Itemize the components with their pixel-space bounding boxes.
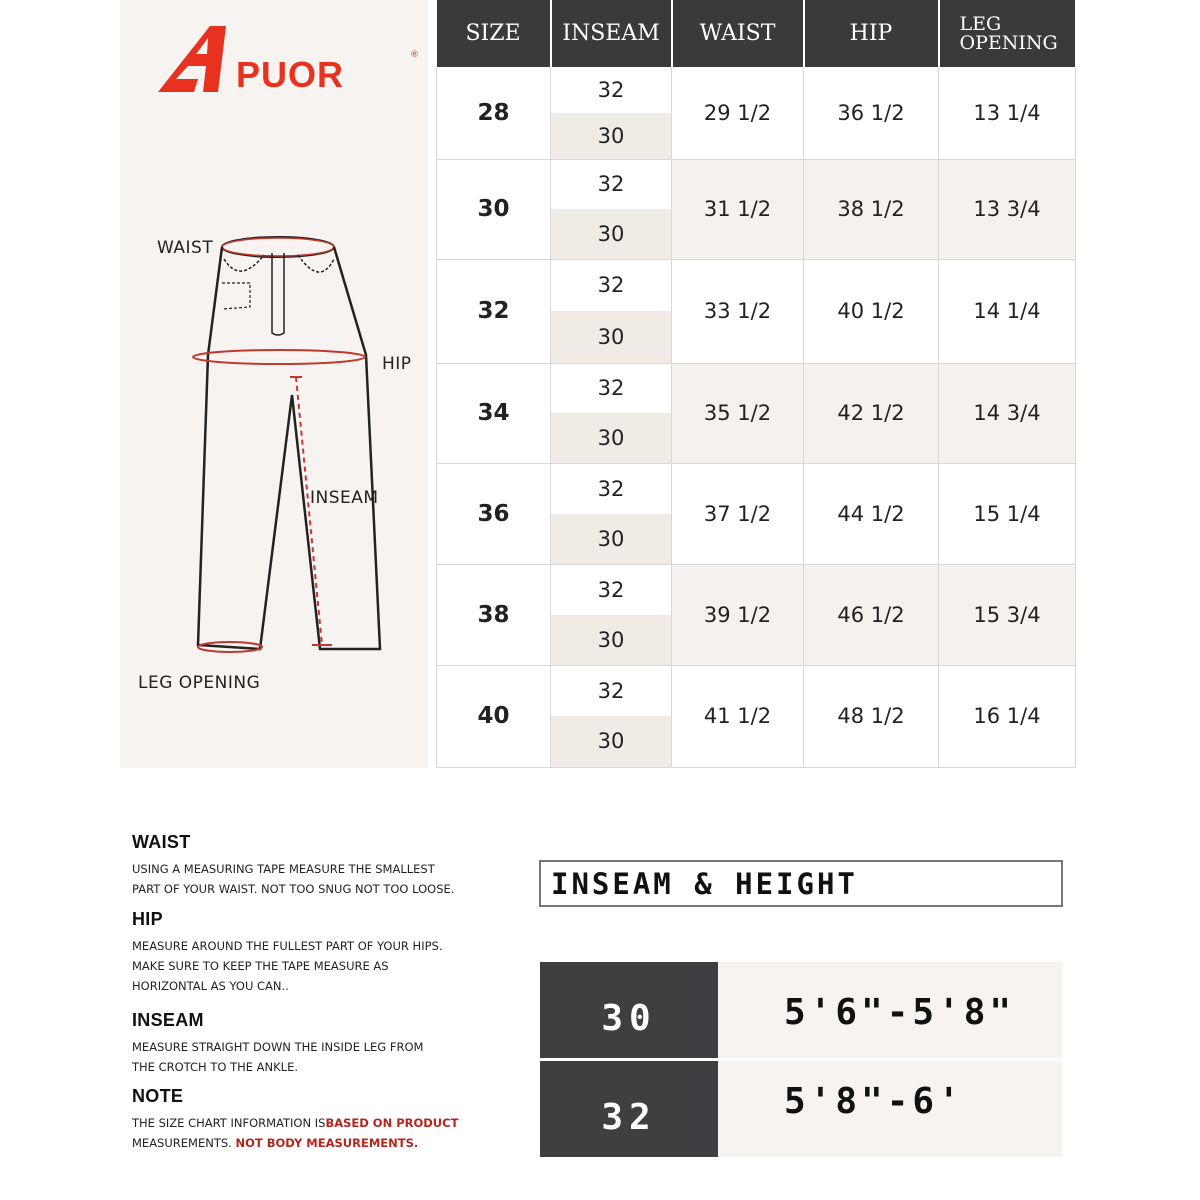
brand-logo [158,24,419,96]
inseam-cell [551,159,672,259]
leg-opening-cell: 15 3/4 [939,564,1076,665]
waist-title: WAIST [132,832,191,852]
waist-cell: 31 1/2 [672,159,804,259]
height-range: 5'8"-6' [718,1061,1062,1157]
table-row [437,564,1076,665]
table-row [437,259,1076,363]
size-cell: 28 [437,67,551,159]
waist-cell: 35 1/2 [672,363,804,463]
inseam-label: INSEAM [310,488,379,508]
waist-cell: 29 1/2 [672,67,804,159]
inseam-height-row [540,1061,1062,1157]
inseam-32: 32 [597,172,625,197]
table-row [437,665,1076,767]
header-waist: WAIST [672,0,804,67]
inseam-30: 30 [551,311,671,363]
waist-label: WAIST [157,238,214,258]
hip-line-1: MEASURE AROUND THE FULLEST PART OF YOUR HIPS. [132,939,443,953]
inseam-30: 30 [551,413,671,463]
inseam-value: 30 [540,962,718,1058]
leg-opening-label: LEG OPENING [138,673,261,693]
inseam-30: 30 [551,209,671,259]
note-instructions [132,1086,492,1153]
header-leg-word: LEG [959,12,1002,35]
leg-opening-cell: 14 3/4 [939,363,1076,463]
inseam-32: 32 [597,577,625,602]
inseam-32: 32 [597,678,625,703]
leg-opening-cell: 15 1/4 [939,463,1076,564]
inseam-cell [551,67,672,159]
leg-opening-cell: 16 1/4 [939,665,1076,767]
waist-line-2: PART OF YOUR WAIST. NOT TOO SNUG NOT TOO LOOSE. [132,882,455,896]
note-line-1 [132,1113,492,1133]
table-row [437,363,1076,463]
pants-diagram-icon [180,225,420,665]
note-mid: MEASUREMENTS. [132,1136,236,1150]
size-cell: 36 [437,463,551,564]
inseam-value: 32 [540,1061,718,1157]
hip-line-2: MAKE SURE TO KEEP THE TAPE MEASURE AS [132,959,389,973]
table-row [437,159,1076,259]
inseam-cell [551,665,672,767]
note-title: NOTE [132,1086,184,1106]
note-highlight-1: BASED ON PRODUCT [325,1116,459,1130]
brand-name: PUOR [236,54,345,95]
inseam-32: 32 [597,476,625,501]
inseam-cell [551,463,672,564]
header-leg-opening [939,0,1076,67]
table-row [437,463,1076,564]
inseam-line-1: MEASURE STRAIGHT DOWN THE INSIDE LEG FROM [132,1040,424,1054]
hip-cell: 42 1/2 [804,363,939,463]
size-cell: 30 [437,159,551,259]
header-hip: HIP [804,0,939,67]
size-cell: 38 [437,564,551,665]
inseam-cell [551,363,672,463]
header-opening-word: OPENING [959,31,1058,54]
hip-cell: 44 1/2 [804,463,939,564]
inseam-cell [551,259,672,363]
hip-cell: 36 1/2 [804,67,939,159]
hip-cell: 48 1/2 [804,665,939,767]
waist-cell: 41 1/2 [672,665,804,767]
leg-opening-cell: 13 1/4 [939,67,1076,159]
hip-instructions [132,909,492,996]
note-prefix: THE SIZE CHART INFORMATION IS [132,1116,326,1130]
inseam-30: 30 [551,113,671,159]
inseam-30: 30 [551,514,671,564]
leg-opening-cell: 13 3/4 [939,159,1076,259]
inseam-instructions [132,1010,492,1077]
note-line-2 [132,1133,492,1153]
brand-logo-a-icon [158,24,238,96]
hip-line-3: HORIZONTAL AS YOU CAN.. [132,979,289,993]
leg-opening-cell: 14 1/4 [939,259,1076,363]
size-cell: 34 [437,363,551,463]
hip-cell: 40 1/2 [804,259,939,363]
header-inseam: INSEAM [551,0,672,67]
inseam-32: 32 [597,273,625,298]
inseam-32: 32 [597,77,625,102]
hip-label: HIP [382,354,412,374]
note-suffix: . [413,1136,419,1150]
inseam-height-row [540,962,1062,1058]
header-size: SIZE [437,0,551,67]
table-header-row [437,0,1076,67]
waist-cell: 37 1/2 [672,463,804,564]
height-range: 5'6"-5'8" [718,962,1062,1058]
inseam-title: INSEAM [132,1010,204,1030]
inseam-height-title: INSEAM & HEIGHT [539,860,1063,907]
inseam-line-2: THE CROTCH TO THE ANKLE. [132,1060,299,1074]
hip-cell: 38 1/2 [804,159,939,259]
illustration-panel [120,0,428,768]
hip-title: HIP [132,909,163,929]
registered-mark: ® [410,50,419,60]
inseam-32: 32 [597,376,625,401]
hip-cell: 46 1/2 [804,564,939,665]
size-cell: 40 [437,665,551,767]
waist-cell: 33 1/2 [672,259,804,363]
inseam-cell [551,564,672,665]
note-highlight-2: NOT BODY MEASUREMENTS [235,1136,414,1150]
size-cell: 32 [437,259,551,363]
waist-instructions [132,832,492,899]
size-chart-table [436,0,1077,768]
waist-line-1: USING A MEASURING TAPE MEASURE THE SMALLEST [132,862,435,876]
inseam-30: 30 [551,615,671,665]
inseam-30: 30 [551,716,671,767]
table-row [437,67,1076,159]
waist-cell: 39 1/2 [672,564,804,665]
